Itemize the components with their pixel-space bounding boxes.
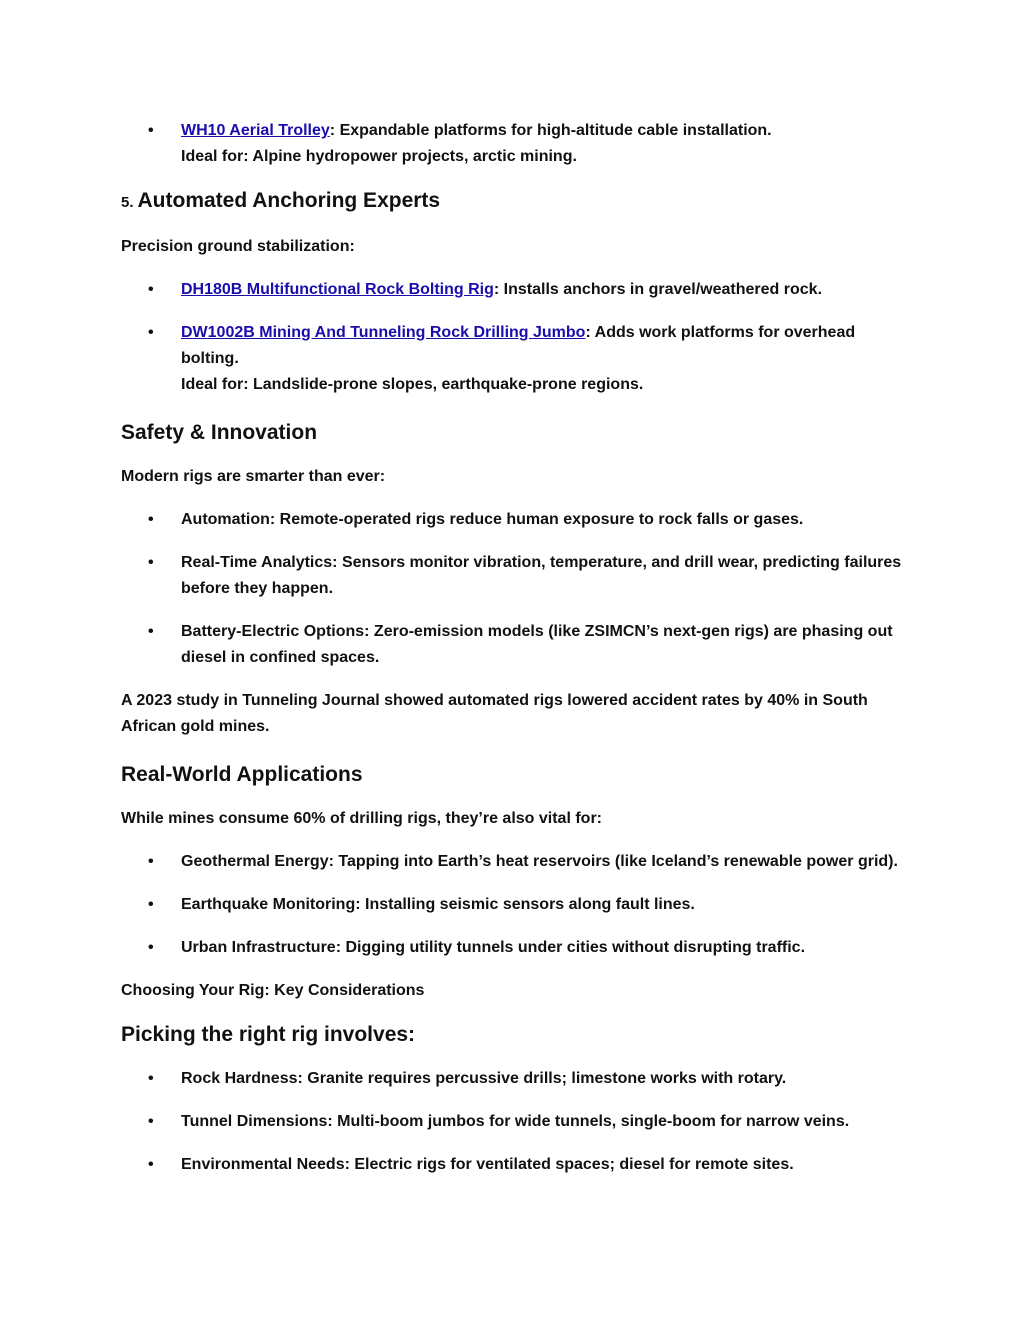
safety-intro: Modern rigs are smarter than ever:	[121, 468, 386, 485]
list-item	[121, 277, 911, 303]
consideration-rock-hardness: Rock Hardness: Granite requires percussive drills; limestone works with rotary.	[181, 1070, 787, 1087]
section-5-heading	[121, 187, 911, 217]
bullet-icon: •	[148, 554, 154, 571]
safety-heading: Safety & Innovation	[121, 421, 318, 444]
list-item	[121, 320, 911, 398]
list-item	[121, 892, 911, 918]
bullet-icon: •	[148, 853, 154, 870]
wh10-aerial-trolley-link[interactable]: WH10 Aerial Trolley	[181, 122, 330, 139]
list-item	[121, 507, 911, 533]
application-geothermal: Geothermal Energy: Tapping into Earth’s heat reservoirs (like Iceland’s renewable power grid).	[181, 853, 898, 870]
section-title: Automated Anchoring Experts	[137, 189, 441, 212]
choosing-heading: Picking the right rig involves:	[121, 1023, 416, 1046]
list-item	[121, 619, 911, 671]
anchoring-list	[121, 277, 911, 398]
application-earthquake: Earthquake Monitoring: Installing seismic sensors along fault lines.	[181, 896, 695, 913]
bullet-icon: •	[148, 1070, 154, 1087]
bullet-icon: •	[148, 281, 154, 298]
safety-list	[121, 507, 911, 671]
list-item	[121, 1109, 911, 1135]
consideration-tunnel-dimensions: Tunnel Dimensions: Multi-boom jumbos for wide tunnels, single-boom for narrow veins.	[181, 1113, 850, 1130]
applications-list	[121, 849, 911, 961]
list-item	[121, 849, 911, 875]
section-5-intro: Precision ground stabilization:	[121, 238, 355, 255]
bullet-icon: •	[148, 896, 154, 913]
wh10-description: : Expandable platforms for high-altitude cable installation.	[329, 122, 772, 139]
safety-item-battery: Battery-Electric Options: Zero-emission models (like ZSIMCN’s next-gen rigs) are phasing out diesel in confined spaces.	[181, 623, 893, 666]
safety-item-automation: Automation: Remote-operated rigs reduce human exposure to rock falls or gases.	[181, 511, 804, 528]
bullet-icon: •	[148, 511, 154, 528]
bullet-icon: •	[148, 324, 154, 341]
list-item	[121, 935, 911, 961]
dh180b-link[interactable]: DH180B Multifunctional Rock Bolting Rig	[181, 281, 494, 298]
list-item	[121, 118, 911, 170]
applications-intro: While mines consume 60% of drilling rigs, they’re also vital for:	[121, 810, 602, 827]
dw1002b-link[interactable]: DW1002B Mining And Tunneling Rock Drilling Jumbo	[181, 324, 586, 341]
safety-item-analytics: Real-Time Analytics: Sensors monitor vibration, temperature, and drill wear, predicting failures before they happen.	[181, 554, 902, 597]
applications-heading: Real-World Applications	[121, 763, 363, 786]
bullet-icon: •	[148, 1156, 154, 1173]
choosing-label: Choosing Your Rig: Key Considerations	[121, 982, 425, 999]
dw1002b-ideal-for: Ideal for: Landslide-prone slopes, earthquake-prone regions.	[181, 376, 644, 393]
bullet-icon: •	[148, 1113, 154, 1130]
document-page	[121, 118, 911, 1178]
section-number: 5.	[121, 194, 134, 211]
trolley-list	[121, 118, 911, 170]
dw1002b-description: : Adds work platforms for overhead bolting.	[181, 324, 856, 367]
bullet-icon: •	[148, 939, 154, 956]
list-item	[121, 550, 911, 602]
list-item	[121, 1066, 911, 1092]
study-paragraph: A 2023 study in Tunneling Journal showed automated rigs lowered accident rates by 40% in South African gold mines.	[121, 692, 868, 735]
choosing-list	[121, 1066, 911, 1178]
wh10-ideal-for: Ideal for: Alpine hydropower projects, arctic mining.	[181, 148, 577, 165]
bullet-icon: •	[148, 623, 154, 640]
list-item	[121, 1152, 911, 1178]
consideration-environmental: Environmental Needs: Electric rigs for ventilated spaces; diesel for remote sites.	[181, 1156, 794, 1173]
bullet-icon: •	[148, 122, 154, 139]
application-urban: Urban Infrastructure: Digging utility tunnels under cities without disrupting traffic.	[181, 939, 806, 956]
dh180b-description: : Installs anchors in gravel/weathered rock.	[493, 281, 823, 298]
